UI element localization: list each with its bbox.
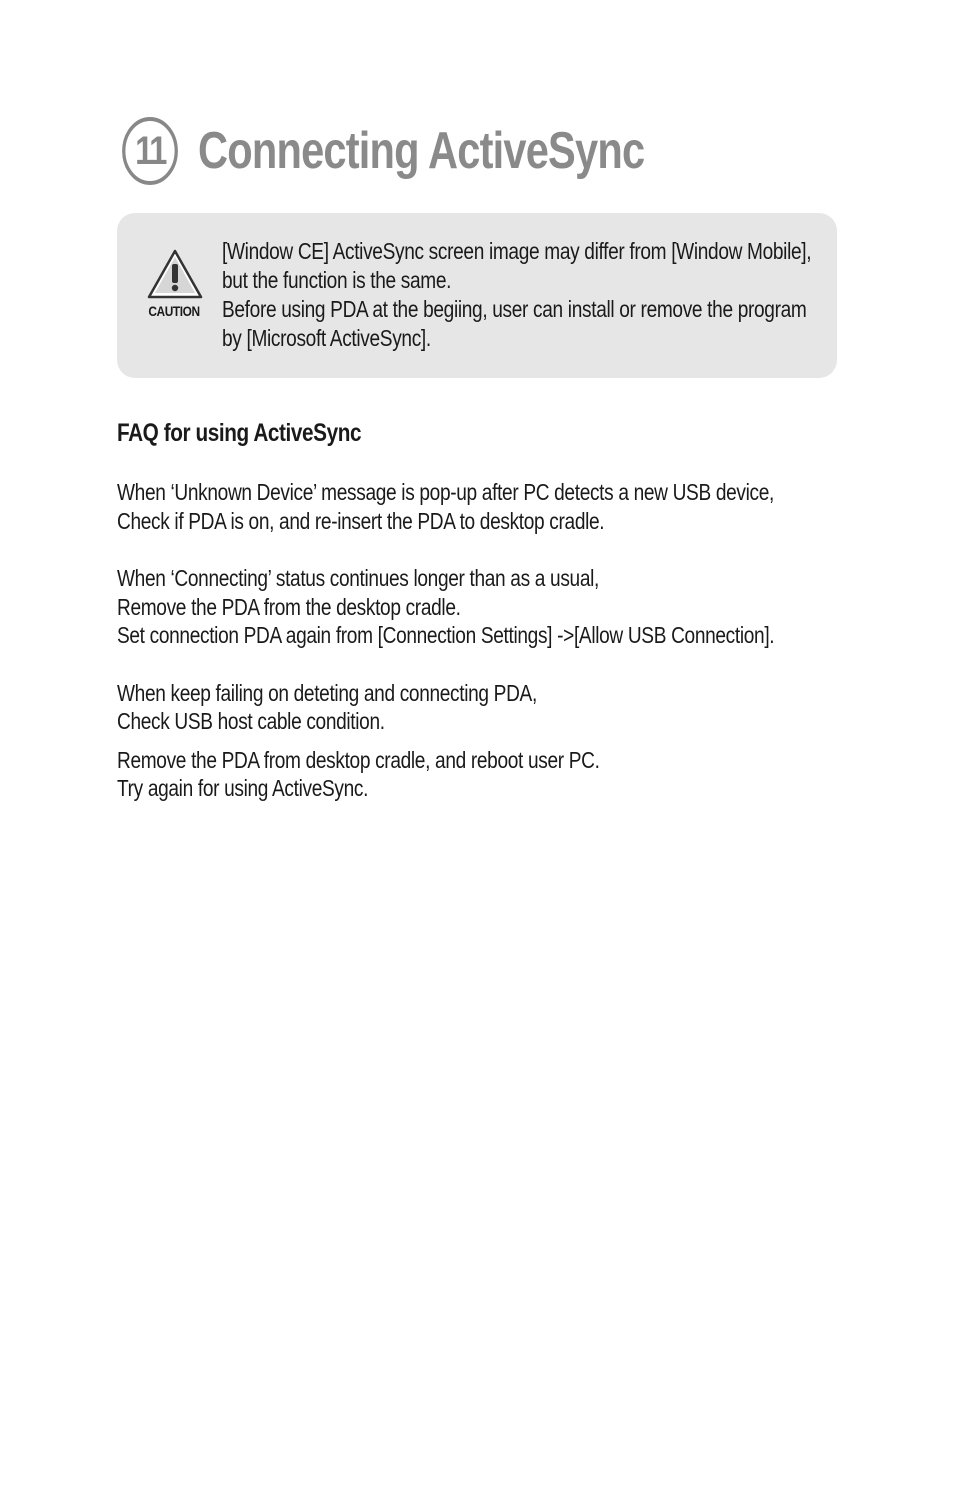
faq-line: When keep failing on deteting and connecting PDA, [117,679,537,706]
faq-item [117,746,806,803]
caution-line: Before using PDA at the begiing, user can install or remove the program [222,296,807,322]
caution-text [222,237,828,353]
caution-box [117,213,837,378]
caution-label: CAUTION [148,303,200,319]
faq-line: When ‘Connecting’ status continues longer than as a usual, [117,565,599,591]
faq-line: Set connection PDA again from [Connection Settings] ->[Allow USB Connection]. [117,622,775,648]
caution-line: by [Microsoft ActiveSync]. [222,325,431,351]
faq-line: Remove the PDA from desktop cradle, and reboot user PC. [117,746,600,773]
chapter-number-badge [122,117,178,185]
faq-line: Check USB host cable condition. [117,708,385,734]
faq-line: When ‘Unknown Device’ message is pop-up after PC detects a new USB device, [117,479,774,505]
faq-item [117,478,806,535]
faq-body [117,478,806,803]
caution-line: [Window CE] ActiveSync screen image may differ from [Window Mobile], [222,238,812,264]
faq-item [117,564,806,650]
page-heading [116,116,756,186]
chapter-number: 11 [135,128,165,173]
caution-line: but the function is the same. [222,267,452,293]
page-title: Connecting ActiveSync [198,122,645,180]
faq-line: Remove the PDA from the desktop cradle. [117,593,461,620]
faq-item [117,679,806,736]
faq-title: FAQ for using ActiveSync [117,419,362,447]
faq-line: Check if PDA is on, and re-insert the PDA to desktop cradle. [117,507,605,534]
faq-line: Try again for using ActiveSync. [117,775,369,801]
